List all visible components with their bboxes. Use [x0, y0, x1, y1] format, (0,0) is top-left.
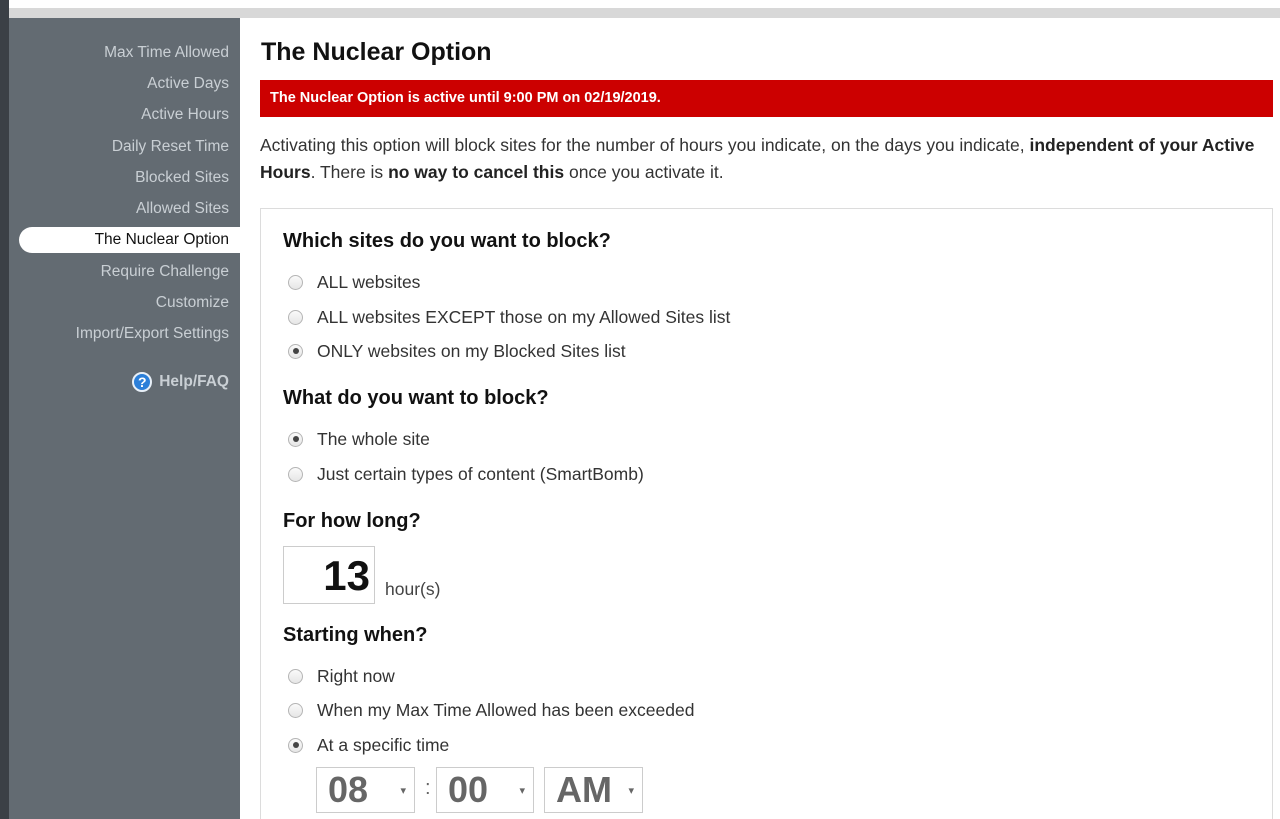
chevron-down-icon: ▾: [519, 785, 525, 797]
options-panel: [260, 208, 1273, 819]
radio-label: ALL websites EXCEPT those on my Allowed Sites list: [317, 306, 731, 327]
page-title: The Nuclear Option: [261, 38, 492, 66]
sites-question: Which sites do you want to block?: [283, 230, 611, 252]
chevron-down-icon: ▾: [400, 785, 406, 797]
hours-input[interactable]: 13: [283, 546, 375, 604]
help-faq-link[interactable]: [132, 370, 229, 394]
radio-button[interactable]: [288, 467, 303, 482]
description-bold-1: independent of your Active Hours: [260, 135, 1255, 182]
minute-value: 00: [448, 769, 489, 810]
start-question: Starting when?: [283, 624, 428, 646]
block-question: What do you want to block?: [283, 387, 549, 409]
description-text-3: once you activate it.: [564, 162, 724, 182]
sidebar-item-allowed-sites[interactable]: Allowed Sites: [135, 200, 229, 217]
main-content: [240, 18, 1280, 819]
hour-select[interactable]: [316, 767, 415, 813]
browser-top-bar: [0, 0, 1280, 18]
radio-max-time-exceeded[interactable]: [288, 698, 694, 722]
top-strip: [8, 8, 1280, 18]
radio-label: ONLY websites on my Blocked Sites list: [317, 340, 626, 361]
time-separator: :: [425, 777, 431, 799]
minute-select[interactable]: [436, 767, 534, 813]
radio-only-blocked[interactable]: [288, 339, 626, 363]
option-description: [260, 132, 1260, 186]
radio-button[interactable]: [288, 310, 303, 325]
hours-unit-label: hour(s): [385, 579, 441, 599]
radio-label: When my Max Time Allowed has been exceeded: [317, 699, 695, 720]
sidebar-item-max-time-allowed[interactable]: Max Time Allowed: [104, 44, 229, 61]
sidebar-item-daily-reset-time[interactable]: Daily Reset Time: [111, 138, 229, 155]
sidebar-item-customize[interactable]: Customize: [155, 294, 229, 311]
window-left-edge: [0, 0, 9, 819]
sidebar: [9, 18, 240, 819]
radio-whole-site[interactable]: [288, 427, 430, 451]
sidebar-item-import-export-settings[interactable]: Import/Export Settings: [75, 325, 229, 342]
sidebar-item-require-challenge[interactable]: Require Challenge: [100, 263, 229, 280]
radio-button[interactable]: [288, 703, 303, 718]
radio-smartbomb[interactable]: [288, 462, 644, 486]
sidebar-item-active-hours[interactable]: Active Hours: [141, 106, 229, 123]
radio-label: The whole site: [317, 428, 430, 449]
duration-question: For how long?: [283, 510, 421, 532]
chevron-down-icon: ▾: [628, 785, 634, 797]
description-text-1: Activating this option will block sites for the number of hours you indicate, on the days you indicate,: [260, 135, 1030, 155]
radio-button[interactable]: [288, 738, 303, 753]
radio-button[interactable]: [288, 669, 303, 684]
description-bold-2: no way to cancel this: [388, 162, 565, 182]
sidebar-item-blocked-sites[interactable]: Blocked Sites: [135, 169, 229, 186]
radio-all-websites[interactable]: [288, 270, 420, 294]
radio-right-now[interactable]: [288, 664, 395, 688]
help-faq-label: Help/FAQ: [159, 373, 229, 390]
description-text-2: . There is: [310, 162, 389, 182]
radio-specific-time[interactable]: [288, 733, 449, 757]
sidebar-item-active-days[interactable]: Active Days: [147, 75, 229, 92]
radio-label: At a specific time: [317, 734, 450, 755]
radio-button[interactable]: [288, 344, 303, 359]
radio-label: Right now: [317, 665, 395, 686]
help-icon: ?: [132, 372, 152, 392]
ampm-value: AM: [556, 769, 612, 810]
status-alert: The Nuclear Option is active until 9:00 PM on 02/19/2019.: [260, 80, 1273, 117]
radio-all-except-allowed[interactable]: [288, 305, 730, 329]
radio-label: Just certain types of content (SmartBomb): [317, 463, 644, 484]
radio-button[interactable]: [288, 432, 303, 447]
hour-value: 08: [328, 769, 369, 810]
radio-button[interactable]: [288, 275, 303, 290]
radio-label: ALL websites: [317, 271, 421, 292]
sidebar-item-nuclear-option[interactable]: The Nuclear Option: [19, 227, 240, 253]
ampm-select[interactable]: [544, 767, 643, 813]
